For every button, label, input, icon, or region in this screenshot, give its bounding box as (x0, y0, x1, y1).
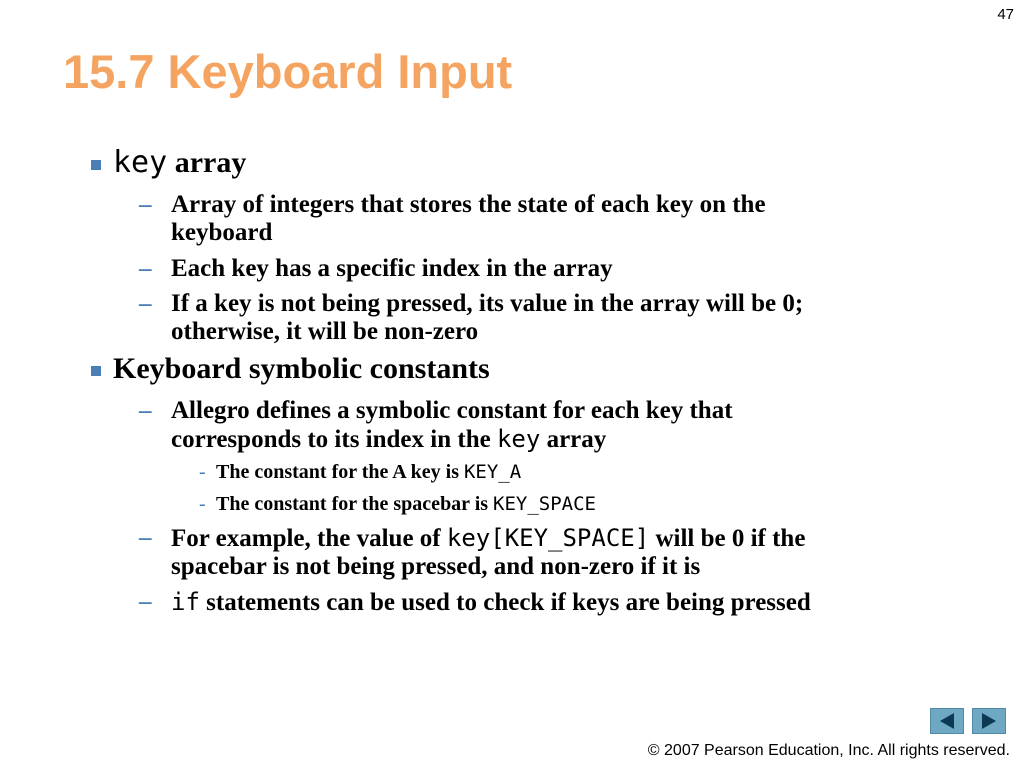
line: keyboard (171, 219, 273, 246)
slide-title: 15.7 Keyboard Input (63, 45, 513, 98)
text-fragment: The constant for the A key is (216, 461, 464, 483)
sub-sub-bullet-key-a (216, 460, 521, 484)
sub-bullet-specific-index: Each key has a specific index in the array (171, 255, 613, 282)
sub-bullet-allegro-defines (171, 397, 733, 454)
sub-sub-bullet-key-space (216, 492, 596, 516)
bullet-square-icon (91, 363, 101, 381)
text-fragment: array (540, 426, 607, 453)
bullet-key-array (113, 146, 246, 180)
code-key: key (496, 425, 541, 453)
text-fragment: For example, the value of (171, 525, 447, 552)
line: Allegro defines a symbolic constant for each key that (171, 397, 733, 424)
sub-bullet-array-of-integers (171, 191, 766, 247)
next-slide-button[interactable] (972, 708, 1006, 734)
bullet-text: array (167, 146, 247, 179)
text-fragment: will be 0 if the (649, 525, 806, 552)
code-if: if (171, 588, 200, 616)
line: otherwise, it will be non-zero (171, 318, 479, 345)
sub-bullet-not-pressed (171, 290, 803, 346)
dash-marker: – (139, 524, 152, 551)
previous-slide-button[interactable] (930, 708, 964, 734)
bullet-square-icon (91, 157, 101, 175)
text-fragment: corresponds to its index in the (171, 426, 497, 453)
sub-bullet-for-example (171, 524, 805, 581)
dash-marker: – (139, 588, 152, 615)
line (171, 524, 805, 553)
code-key-key-space: key[KEY_SPACE] (446, 524, 650, 552)
line: Array of integers that stores the state of each key on the (171, 191, 766, 218)
dash-marker: – (139, 191, 152, 218)
text-fragment: The constant for the spacebar is (216, 493, 494, 515)
dash-marker: - (199, 493, 206, 515)
copyright-footer: © 2007 Pearson Education, Inc. All rights reserved. (647, 742, 1010, 759)
code-key-space: KEY_SPACE (493, 493, 596, 515)
line (171, 425, 733, 454)
triangle-right-icon (973, 709, 1005, 733)
dash-marker: – (139, 397, 152, 424)
bullet-symbolic-constants: Keyboard symbolic constants (113, 352, 490, 385)
dash-marker: – (139, 290, 152, 317)
dash-marker: - (199, 461, 206, 483)
line: If a key is not being pressed, its value in the array will be 0; (171, 290, 804, 317)
line: spacebar is not being pressed, and non-zero if it is (171, 553, 701, 580)
sub-bullet-if-statements (171, 588, 811, 617)
code-key-a: KEY_A (463, 461, 522, 483)
triangle-left-icon (931, 709, 963, 733)
dash-marker: – (139, 255, 152, 282)
code-key: key (113, 145, 168, 180)
page-number: 47 (997, 6, 1014, 23)
text-fragment: statements can be used to check if keys are being pressed (199, 589, 811, 616)
